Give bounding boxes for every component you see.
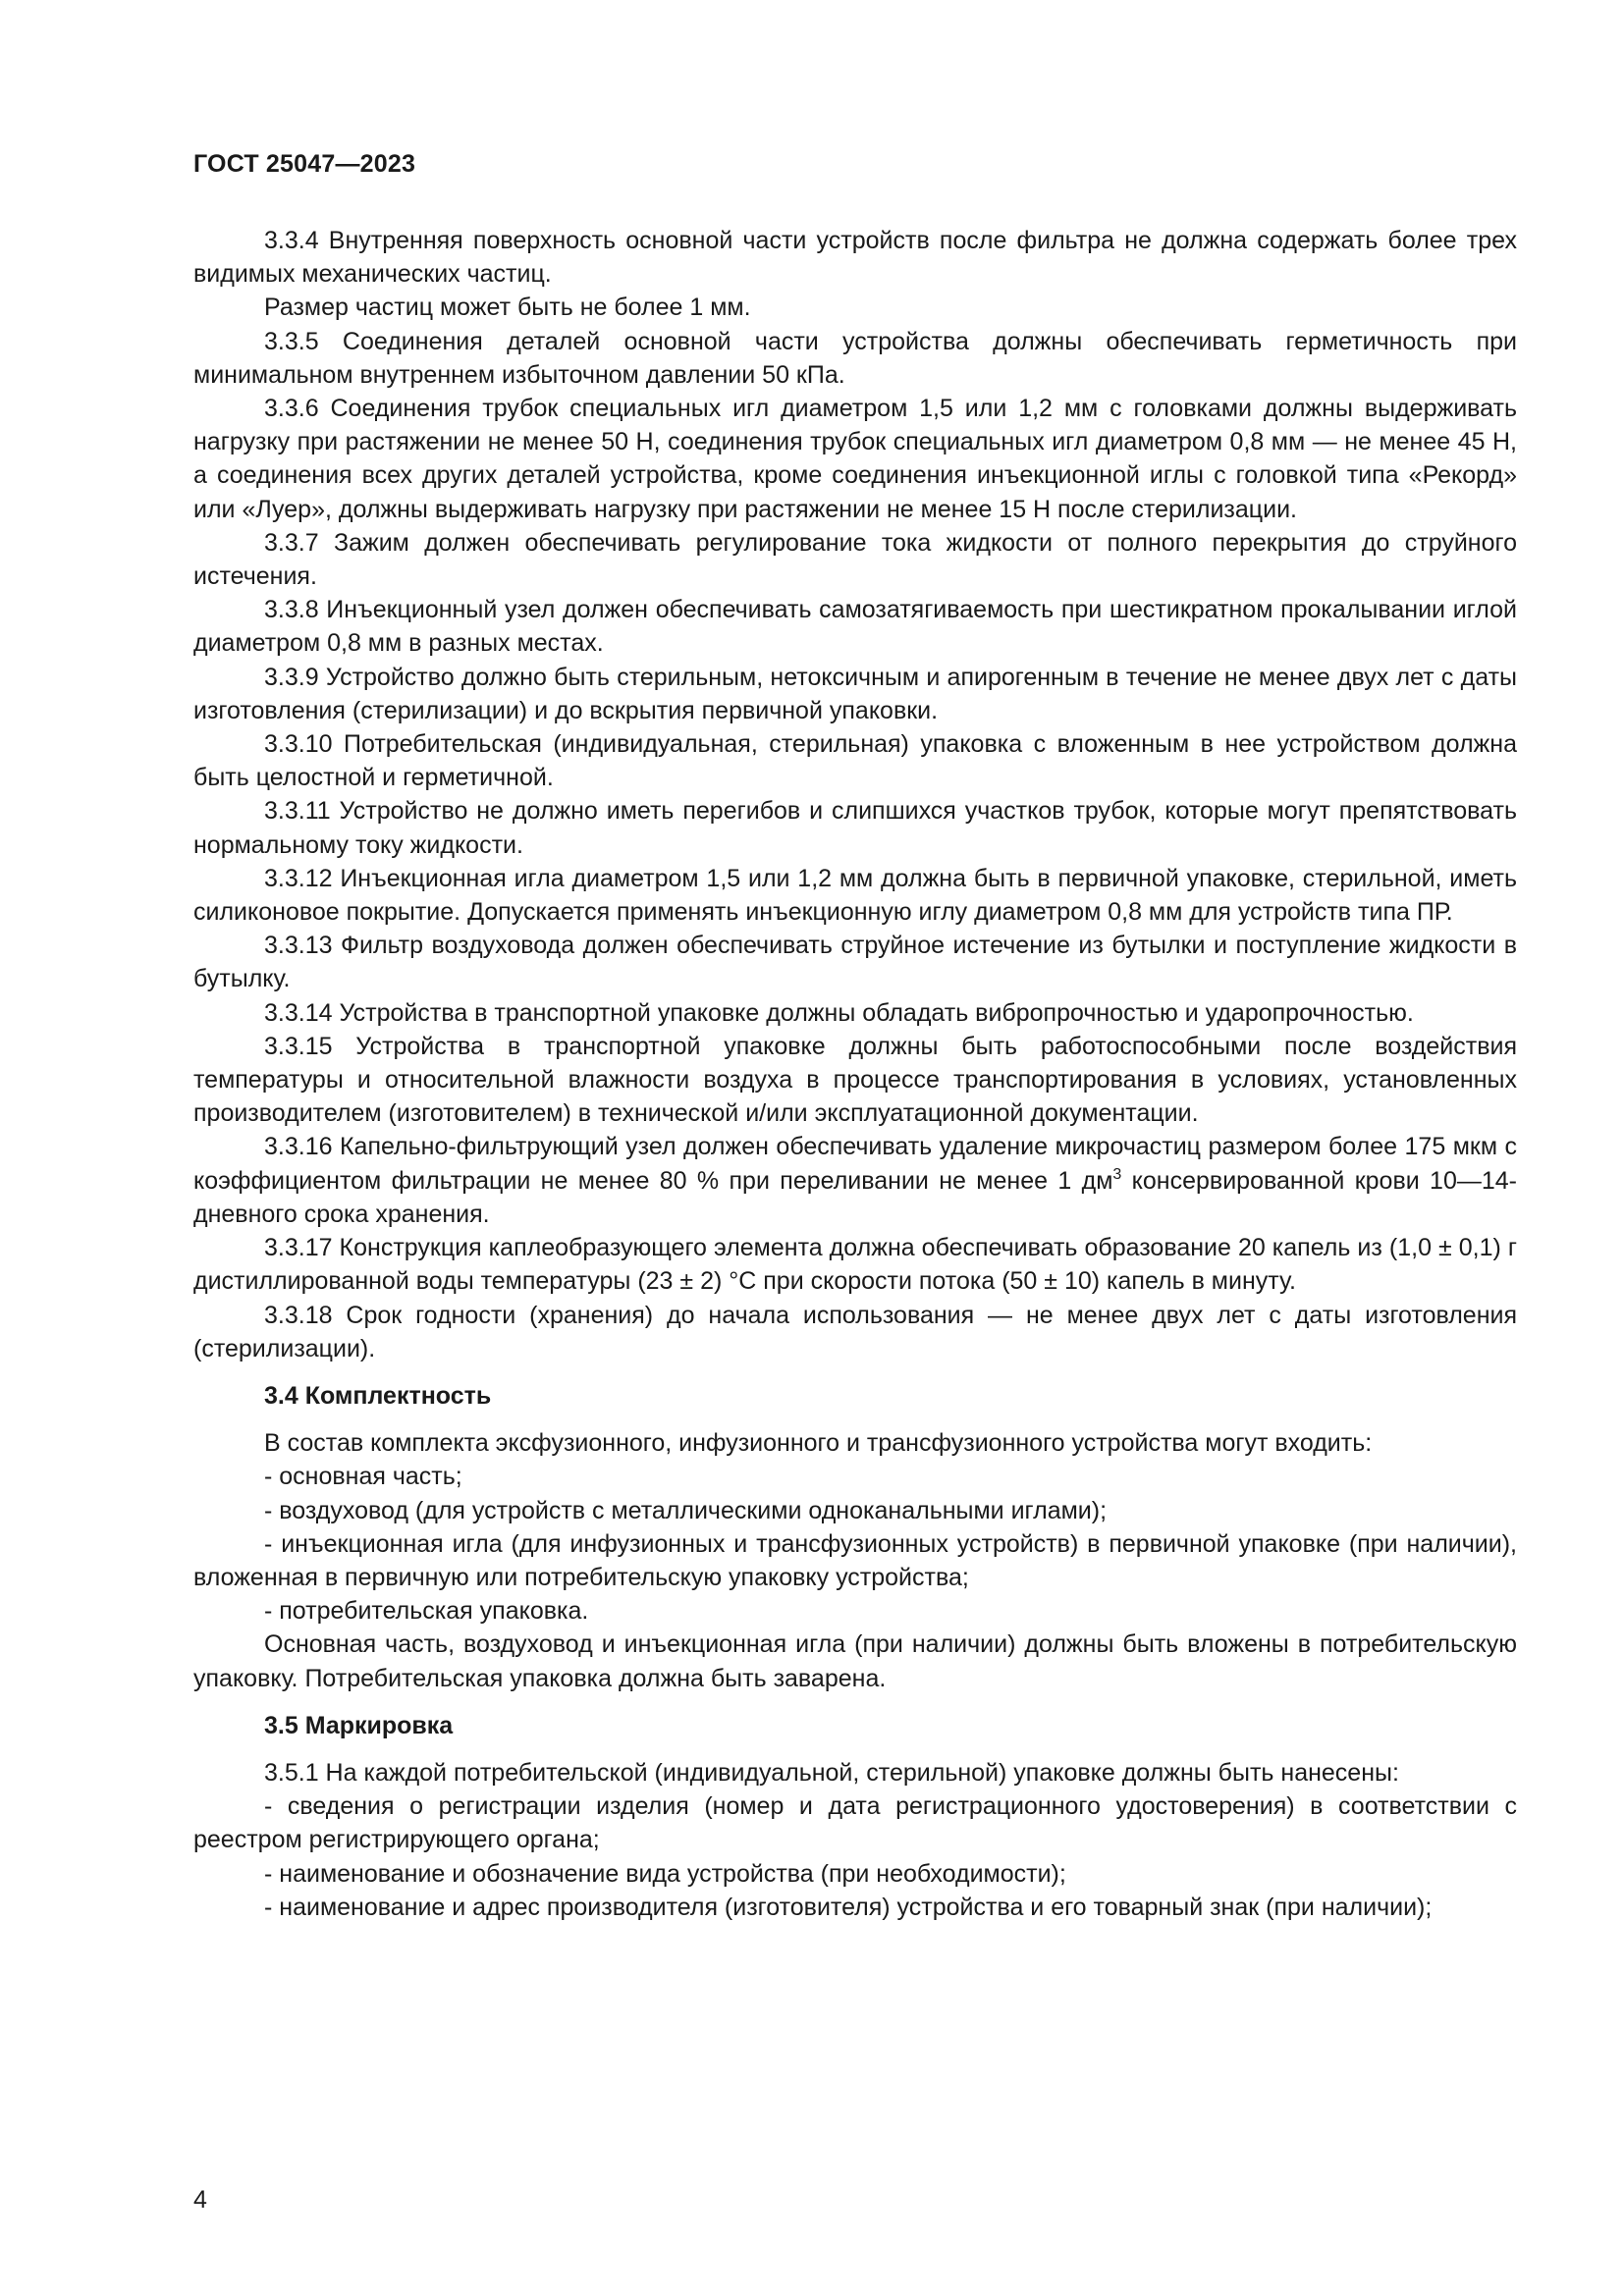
paragraph-3-3-17: 3.3.17 Конструкция каплеобразующего элемента должна обеспечивать образование 20 капель из (1,0 ± 0,1) г дистиллированной воды температуры (23 ± 2) °С при скорости потока (50 ± 10) капель в минуту. bbox=[193, 1234, 1517, 1296]
paragraph-3-3-10: 3.3.10 Потребительская (индивидуальная, стерильная) упаковка с вложенным в нее устройством должна быть целостной и герметичной. bbox=[193, 730, 1517, 792]
paragraph-3-5-1: 3.5.1 На каждой потребительской (индивидуальной, стерильной) упаковке должны быть нанесены: bbox=[264, 1758, 1399, 1787]
section-3-4-closing: Основная часть, воздуховод и инъекционная игла (при наличии) должны быть вложены в потребительскую упаковку. Потребительская упаковка должна быть заварена. bbox=[193, 1630, 1517, 1692]
list-item: - сведения о регистрации изделия (номер и дата регистрационного удостоверения) в соответствии с реестром регистрирующего органа; bbox=[193, 1792, 1517, 1854]
document-body bbox=[193, 224, 1517, 1924]
paragraph-3-3-4: 3.3.4 Внутренняя поверхность основной части устройств после фильтра не должна содержать более трех видимых механических частиц. bbox=[193, 227, 1517, 289]
section-3-4-heading: 3.4 Комплектность bbox=[264, 1381, 492, 1410]
paragraph-3-3-16-part1: 3.3.16 Капельно-фильтрующий узел должен обеспечивать удаление микрочастиц размером более 175 мкм с коэффициентом фильтрации не менее 80 % при переливании не менее 1 дм bbox=[193, 1133, 1517, 1195]
standard-header: ГОСТ 25047—2023 bbox=[193, 150, 416, 178]
paragraph-3-3-16 bbox=[193, 1130, 1517, 1231]
section-3-5-heading: 3.5 Маркировка bbox=[264, 1711, 454, 1739]
list-item: - основная часть; bbox=[264, 1463, 462, 1491]
paragraph-3-3-15: 3.3.15 Устройства в транспортной упаковке должны быть работоспособными после воздействия температуры и относительной влажности воздуха в процессе транспортирования в условиях, установленных производителем (изготовителем) в технической и/или эксплуатационной документации. bbox=[193, 1032, 1517, 1128]
paragraph-3-3-16-part2: консервированной крови 10—14-дневного срока хранения. bbox=[193, 1166, 1518, 1228]
list-item: - потребительская упаковка. bbox=[264, 1597, 589, 1626]
paragraph-3-3-6: 3.3.6 Соединения трубок специальных игл диаметром 1,5 или 1,2 мм с головками должны выдерживать нагрузку при растяжении не менее 50 Н, соединения трубок специальных игл диаметром 0,8 мм — не менее 45 Н, а соединения всех других деталей устройства, кроме соединения инъекционной иглы с головкой типа «Рекорд» или «Луер», должны выдерживать нагрузку при растяжении не менее 15 Н после стерилизации. bbox=[193, 395, 1517, 523]
superscript-3: 3 bbox=[1112, 1165, 1122, 1183]
paragraph-3-3-4-particle-size: Размер частиц может быть не более 1 мм. bbox=[264, 294, 751, 322]
list-item: - воздуховод (для устройств с металлическими одноканальными иглами); bbox=[264, 1496, 1108, 1524]
paragraph-3-3-8: 3.3.8 Инъекционный узел должен обеспечивать самозатягиваемость при шестикратном прокалывании иглой диаметром 0,8 мм в разных местах. bbox=[193, 596, 1517, 658]
paragraph-3-3-12: 3.3.12 Инъекционная игла диаметром 1,5 или 1,2 мм должна быть в первичной упаковке, стерильной, иметь силиконовое покрытие. Допускается применять инъекционную иглу диаметром 0,8 мм для устройств типа ПР. bbox=[193, 864, 1517, 927]
paragraph-3-3-7: 3.3.7 Зажим должен обеспечивать регулирование тока жидкости от полного перекрытия до струйного истечения. bbox=[193, 528, 1517, 591]
section-3-4-intro: В состав комплекта эксфузионного, инфузионного и трансфузионного устройства могут входить: bbox=[264, 1429, 1373, 1458]
list-item: - наименование и адрес производителя (изготовителя) устройства и его товарный знак (при наличии); bbox=[264, 1893, 1433, 1921]
paragraph-3-3-11: 3.3.11 Устройство не должно иметь перегибов и слипшихся участков трубок, которые могут препятствовать нормальному току жидкости. bbox=[193, 797, 1517, 859]
paragraph-3-3-9: 3.3.9 Устройство должно быть стерильным, нетоксичным и апирогенным в течение не менее двух лет с даты изготовления (стерилизации) и до вскрытия первичной упаковки. bbox=[193, 663, 1517, 724]
paragraph-3-3-18: 3.3.18 Срок годности (хранения) до начала использования — не менее двух лет с даты изготовления (стерилизации). bbox=[193, 1301, 1517, 1362]
paragraph-3-3-5: 3.3.5 Соединения деталей основной части устройства должны обеспечивать герметичность при минимальном внутреннем избыточном давлении 50 кПа. bbox=[193, 327, 1517, 389]
list-item: - инъекционная игла (для инфузионных и трансфузионных устройств) в первичной упаковке (при наличии), вложенная в первичную или потребительскую упаковку устройства; bbox=[193, 1529, 1517, 1591]
page-number: 4 bbox=[193, 2186, 207, 2214]
paragraph-3-3-13: 3.3.13 Фильтр воздуховода должен обеспечивать струйное истечение из бутылки и поступление жидкости в бутылку. bbox=[193, 932, 1517, 993]
list-item: - наименование и обозначение вида устройства (при необходимости); bbox=[264, 1859, 1066, 1888]
paragraph-3-3-14: 3.3.14 Устройства в транспортной упаковке должны обладать вибропрочностью и ударопрочностью. bbox=[264, 998, 1414, 1027]
